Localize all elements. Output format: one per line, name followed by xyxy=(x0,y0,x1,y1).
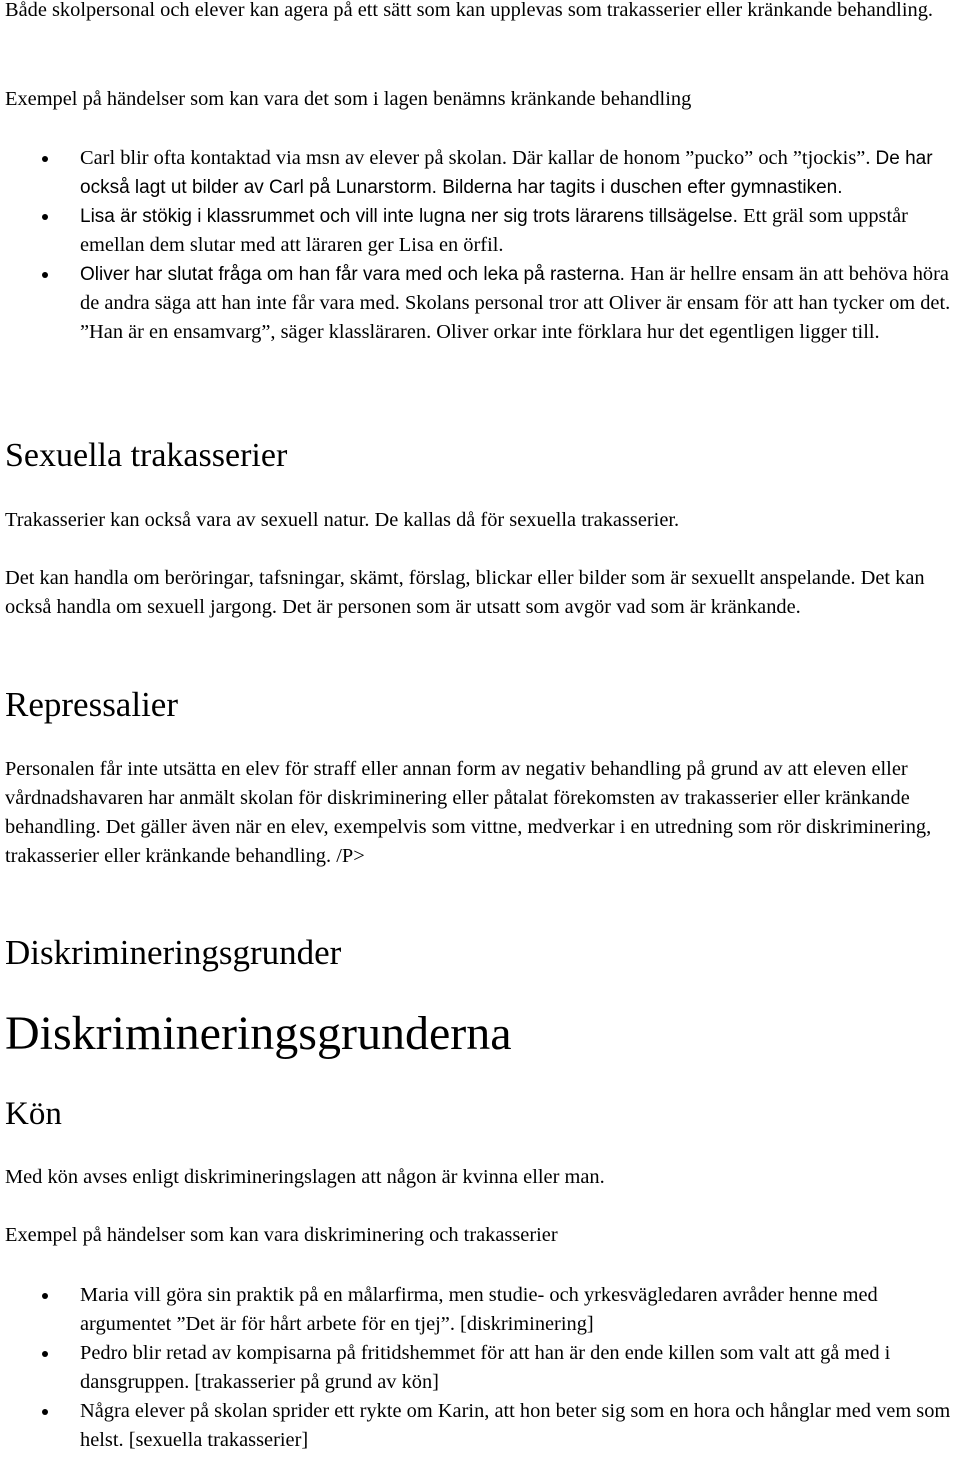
examples-heading-1: Exempel på händelser som kan vara det som i lagen benämns kränkande behandling xyxy=(5,88,692,110)
examples-heading-2: Exempel på händelser som kan vara diskriminering och trakasserier xyxy=(5,1224,558,1246)
heading-reprisals: Repressalier xyxy=(5,685,178,724)
list-item-text-sans: De har också lagt ut bilder av Carl på Lunarstorm. Bilderna har tagits i duschen efter gymnastiken. xyxy=(80,148,933,198)
example-list-2 xyxy=(0,1281,960,1455)
list-item-text: Carl blir ofta kontaktad via msn av elever på skolan. Där kallar de honom ”pucko” och ”tjockis”. xyxy=(80,147,876,169)
list-item-text-sans: Lisa är stökig i klassrummet och vill inte lugna ner sig trots lärarens tillsägelse. xyxy=(80,206,744,227)
reprisals-paragraph: Personalen får inte utsätta en elev för straff eller annan form av negativ behandling på grund av att eleven eller vårdnadshavaren har anmält skolan för diskriminering eller påtalat förekomsten av trakasserier eller kränkande behandling. Det gäller även när en elev, exempelvis som vittne, medverkar i en utredning som rör diskriminering, trakasserier eller kränkande behandling. /P> xyxy=(5,758,932,867)
list-item xyxy=(0,260,960,347)
bullet-icon xyxy=(42,214,48,220)
bullet-icon xyxy=(42,272,48,278)
list-item-text: Några elever på skolan sprider ett rykte om Karin, att hon beter sig som en hora och hånglar med vem som helst. [sexuella trakasserier] xyxy=(80,1400,951,1451)
example-list-1 xyxy=(0,144,960,347)
intro-paragraph: Både skolpersonal och elever kan agera på ett sätt som kan upplevas som trakasserier eller kränkande behandling. xyxy=(5,0,934,21)
bullet-icon xyxy=(42,156,48,162)
heading-discrimination-grounds-2: Diskrimineringsgrunderna xyxy=(5,1007,512,1060)
list-item-text: Han är hellre ensam än att behöva höra de andra säga att han inte får vara med. Skolans personal tror att Oliver är ensam för att han tycker om det. ”Han är en ensamvarg”, säger klassläraren. Oliver orkar inte förklara hur det egentligen ligger till. xyxy=(80,263,951,343)
heading-gender: Kön xyxy=(5,1096,62,1132)
bullet-icon xyxy=(42,1351,48,1357)
list-item xyxy=(0,1397,960,1455)
list-item-text: Ett gräl som uppstår emellan dem slutar med att läraren ger Lisa en örfil. xyxy=(80,205,908,256)
list-item xyxy=(0,1281,960,1339)
list-item-text: Pedro blir retad av kompisarna på fritidshemmet för att han är den ende killen som valt att gå med i dansgruppen. [trakasserier på grund av kön] xyxy=(80,1342,891,1393)
list-item xyxy=(0,1339,960,1397)
gender-paragraph: Med kön avses enligt diskrimineringslagen att någon är kvinna eller man. xyxy=(5,1166,605,1188)
sexual-paragraph-1: Trakasserier kan också vara av sexuell natur. De kallas då för sexuella trakasserier. xyxy=(5,509,680,531)
bullet-icon xyxy=(42,1409,48,1415)
list-item-text: Maria vill göra sin praktik på en målarfirma, men studie- och yrkesvägledaren avråder henne med argumentet ”Det är för hårt arbete för en tjej”. [diskriminering] xyxy=(80,1284,878,1335)
list-item-text-sans: Oliver har slutat fråga om han får vara med och leka på rasterna. xyxy=(80,264,631,285)
bullet-icon xyxy=(42,1293,48,1299)
sexual-paragraph-2: Det kan handla om beröringar, tafsningar, skämt, förslag, blickar eller bilder som är sexuellt anspelande. Det kan också handla om sexuell jargong. Det är personen som är utsatt som avgör vad som är kränkande. xyxy=(5,567,925,618)
list-item xyxy=(0,202,960,260)
list-item xyxy=(0,144,960,202)
heading-sexual-harassment: Sexuella trakasserier xyxy=(5,437,288,474)
heading-discrimination-grounds: Diskrimineringsgrunder xyxy=(5,933,342,972)
